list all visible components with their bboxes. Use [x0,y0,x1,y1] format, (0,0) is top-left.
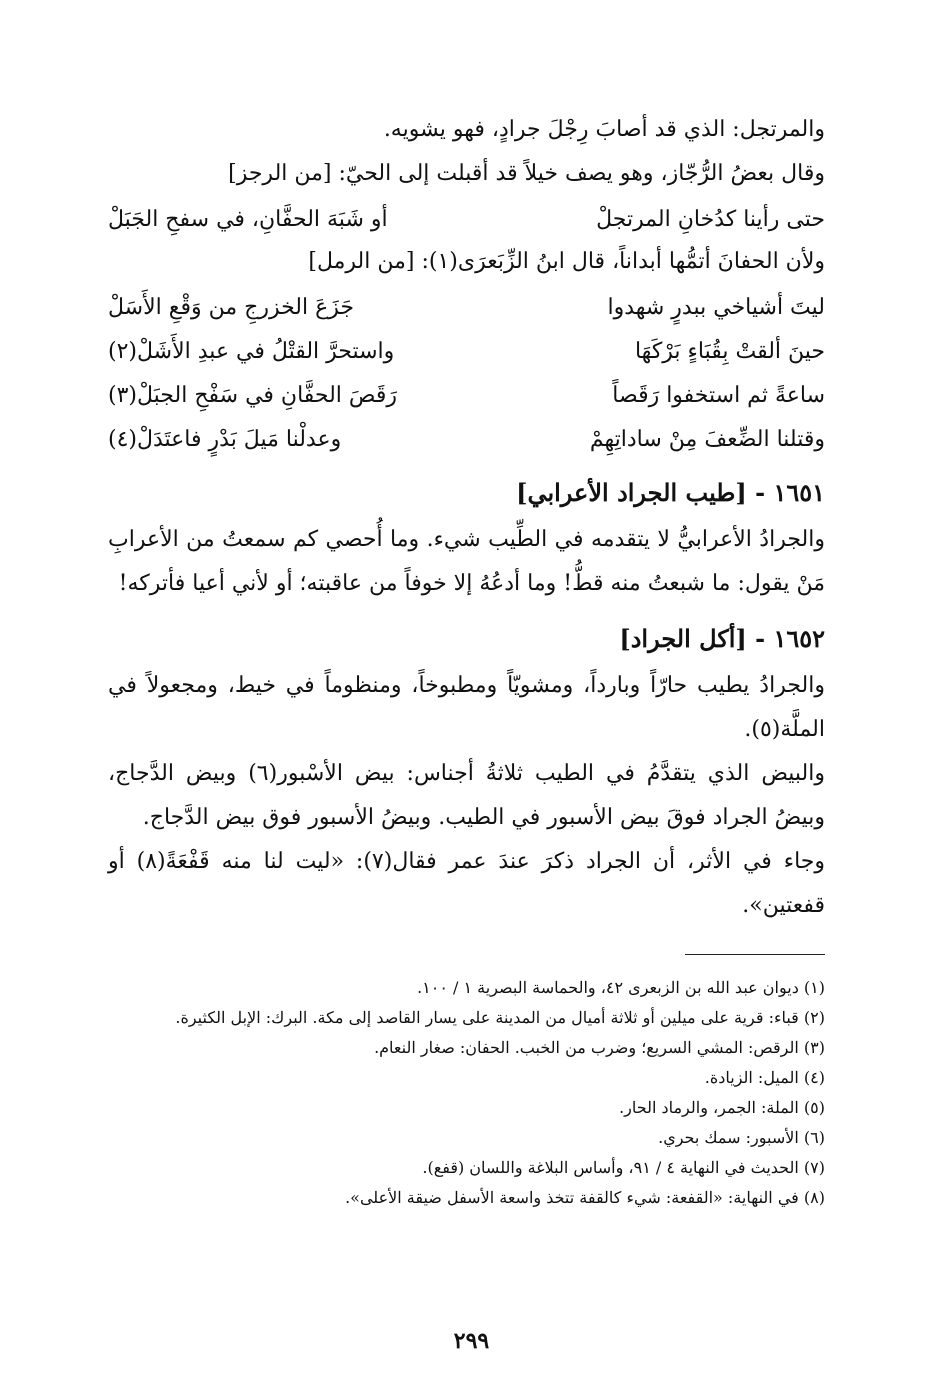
verse-4 [108,420,825,460]
paragraph-1652-b: والبيض الذي يتقدَّمُ في الطيب ثلاثةُ أجناس: بيض الأسْبور(٦) وبيض الدَّجاج، وبيضُ الجراد فوقَ بيض الأسبور في الطيب. وبيضُ الأسبور فوق بيض الدَّجاج. [108,761,825,830]
footnote-2: (٢) قباء: قرية على ميلين أو ثلاثة أميال من المدينة على يسار القاصد إلى مكة. البرك: الإبل الكثيرة. [175,1008,825,1027]
footnote-8: (٨) في النهاية: «القفعة: شيء كالقفة تتخذ واسعة الأسفل ضيقة الأعلى». [345,1188,825,1207]
footnote-5: (٥) الملة: الجمر، والرماد الحار. [619,1098,825,1117]
poem [108,288,825,460]
hemistich-right: حينَ ألقتْ بِقُبَاءٍ بَرْكَهَا [634,339,825,364]
hemistich-right: ليتَ أشياخي ببدرٍ شهدوا [607,295,825,320]
footnote-4: (٤) الميل: الزيادة. [704,1068,825,1087]
section-heading-1652: ١٦٥٢ - [أكل الجراد] [619,624,825,653]
paragraph-1652-c: وجاء في الأثر، أن الجراد ذكرَ عندَ عمر فقال(٧): «ليت لنا منه قَفْعَةً(٨) أو قفعتين». [108,849,825,918]
paragraph-rajaz-intro: وقال بعضُ الرُّجّاز، وهو يصف خيلاً قد أقبلت إلى الحيّ: [من الرجز] [228,161,825,186]
footnote-3: (٣) الرقص: المشي السريع؛ وضرب من الخبب. الحفان: صغار النعام. [374,1038,825,1057]
hemistich-right: ساعةً ثم استخفوا رَقَصاً [612,383,825,408]
footnote-divider [685,954,825,955]
hemistich-right: حتى رأينا كدُخانِ المرتجلْ [596,207,825,232]
hemistich-left: واستحرَّ القتْلُ في عبدِ الأَشَلْ(٢) [108,339,395,364]
hemistich-left: أو شَبَهَ الحفَّانِ، في سفحِ الجَبَلْ [108,207,388,232]
footnote-7: (٧) الحديث في النهاية ٤ / ٩١، وأساس البلاغة واللسان (قفع). [422,1158,825,1177]
section-heading-1651: ١٦٥١ - [طيب الجراد الأعرابي] [516,478,825,507]
verse-2 [108,332,825,372]
footnote-1: (١) ديوان عبد الله بن الزبعرى ٤٢، والحماسة البصرية ١ / ١٠٠. [417,978,825,997]
hemistich-left: جَزَعَ الخزرجِ من وَقْعِ الأَسَلْ [108,295,354,320]
paragraph-1651: والجرادُ الأعرابيُّ لا يتقدمه في الطِّيب شيء. وما أُحصي كم سمعتُ من الأعرابِ مَنْ يقول: ما شبعتُ منه قطُّ! وما أدعُهُ إلا خوفاً من عاقبته؛ أو لأني أعيا فأتركه! [108,527,825,596]
paragraph-murtajil: والمرتجل: الذي قد أصابَ رِجْلَ جرادٍ، فهو يشويه. [383,117,825,142]
hemistich-left: رَقَصَ الحفَّانِ في سَفْحِ الجبَلْ(٣) [108,383,398,408]
page-number: ٢٩٩ [453,1328,490,1354]
hemistich-right: وقتلنا الضِّعفَ مِنْ ساداتِهِمْ [589,427,825,452]
verse-rajaz [108,200,825,240]
footnotes [108,973,825,1213]
verse-1 [108,288,825,328]
hemistich-left: وعدلْنا مَيلَ بَدْرٍ فاعتَدَلْ(٤) [108,427,342,452]
paragraph-1652-a: والجرادُ يطيب حارّاً وبارداً، ومشويّاً ومطبوخاً، ومنظوماً في خيط، ومجعولاً في الملَّة(٥). [108,673,825,742]
footnote-6: (٦) الأسبور: سمك بحري. [658,1128,825,1147]
paragraph-ramal-intro: ولأن الحفانَ أتمُّها أبداناً، قال ابنُ الزِّبَعرَى(١): [من الرمل] [308,249,825,274]
verse-3 [108,376,825,416]
